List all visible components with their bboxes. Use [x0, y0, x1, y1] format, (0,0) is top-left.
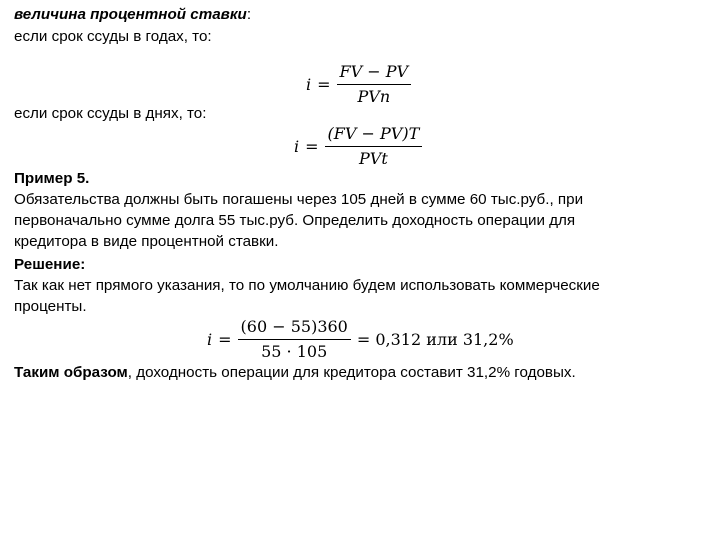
formula-solution: [207, 317, 514, 362]
example-text-line: Обязательства должны быть погашены через 105 дней в сумме 60 тыс.руб., при: [14, 191, 584, 208]
formula-solution-denominator: 55 · 105: [261, 342, 328, 361]
formula-solution-equals: =: [218, 329, 232, 349]
formula-days-numerator: (FV − PV)T: [325, 124, 423, 147]
formula-days-denominator: PVt: [359, 149, 388, 168]
definition-line: [14, 4, 706, 25]
formula-years-denominator: PVn: [357, 87, 391, 106]
definition-term: величина процентной ставки: [14, 6, 247, 23]
example-text-line: кредитора в виде процентной ставки.: [14, 233, 279, 250]
formula-days: [294, 124, 422, 169]
solution-text-line: Так как нет прямого указания, то по умолчанию будем использовать коммерческие: [14, 277, 600, 294]
example-heading: Пример 5.: [14, 170, 90, 187]
formula-years-numerator: FV − PV: [337, 62, 412, 85]
formula-years-equals: =: [317, 74, 331, 94]
conclusion-lead: Таким образом: [14, 364, 128, 381]
formula-days-fraction: [325, 124, 423, 169]
formula-years-lhs: i: [306, 74, 312, 94]
formula-days-equals: =: [305, 136, 319, 156]
formula-days-lhs: i: [294, 136, 300, 156]
case-days-label: если срок ссуды в днях, то:: [14, 105, 207, 122]
definition-colon: :: [246, 6, 252, 23]
formula-years-fraction: [337, 62, 412, 107]
conclusion-rest: , доходность операции для кредитора составит 31,2% годовых.: [127, 364, 576, 381]
case-years-label: если срок ссуды в годах, то:: [14, 28, 212, 45]
formula-solution-fraction: [238, 317, 351, 362]
solution-heading: Решение:: [14, 256, 86, 273]
solution-text-line: проценты.: [14, 298, 87, 315]
formula-solution-numerator: (60 − 55)360: [238, 317, 351, 340]
formula-solution-result: = 0,312 или 31,2%: [356, 329, 514, 349]
formula-solution-lhs: i: [207, 329, 213, 349]
example-text-line: первоначально сумме долга 55 тыс.руб. Определить доходность операции для: [14, 212, 576, 229]
conclusion-line: [14, 362, 706, 383]
formula-years: [306, 62, 411, 107]
